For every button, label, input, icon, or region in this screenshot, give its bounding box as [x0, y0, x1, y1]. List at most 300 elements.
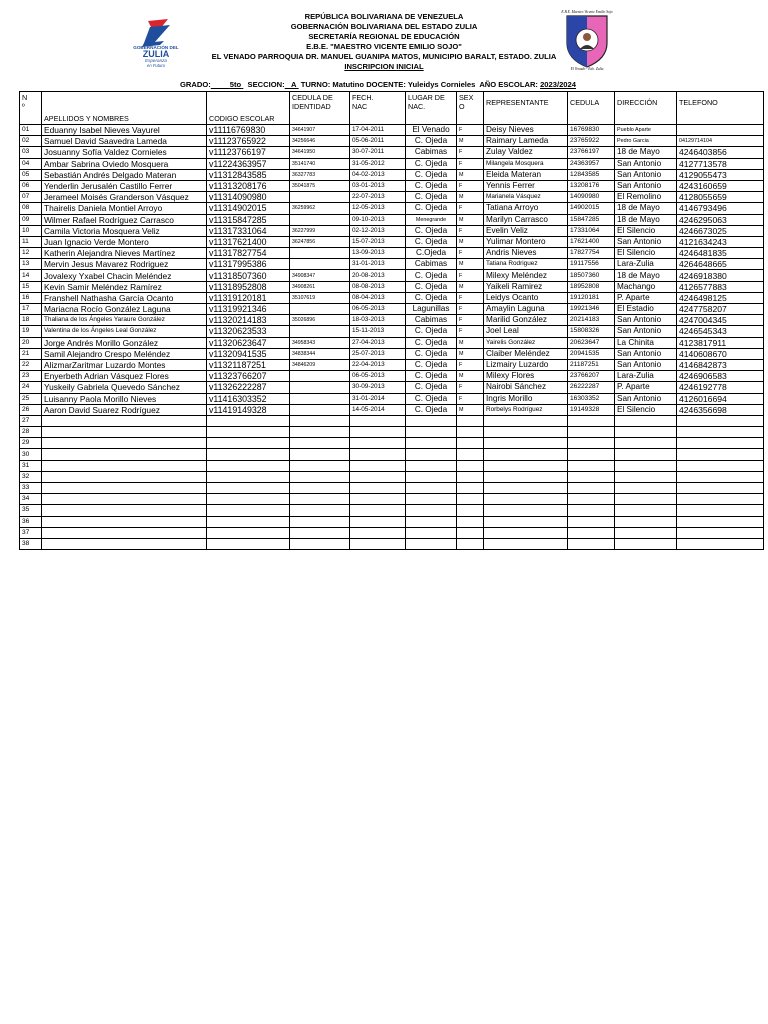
birth-date-cell: 08-08-2013	[350, 281, 406, 292]
representative-cedula-cell	[568, 516, 615, 527]
student-name-cell: Mervin Jesus Mavarez Rodriguez	[42, 259, 207, 270]
student-cedula-cell: 34846209	[290, 359, 350, 370]
student-name-cell: Jorge Andrés Morillo González	[42, 337, 207, 348]
school-code-cell: v11317827754	[207, 248, 290, 259]
birth-place-cell: Lagunillas	[406, 304, 457, 315]
phone-cell: 4264648665	[677, 259, 764, 270]
address-cell: El Silencio	[615, 248, 677, 259]
school-code-cell	[207, 427, 290, 438]
school-code-cell: v11318952808	[207, 281, 290, 292]
representative-name-cell: Yairelis González	[484, 337, 568, 348]
birth-date-cell: 27-04-2013	[350, 337, 406, 348]
phone-cell	[677, 538, 764, 549]
representative-name-cell: Evelin Veliz	[484, 225, 568, 236]
representative-name-cell: Marilyn Carrasco	[484, 214, 568, 225]
anio-value: 2023/2024	[540, 80, 576, 89]
student-cedula-cell: 35026896	[290, 315, 350, 326]
representative-name-cell: Eleida Materan	[484, 169, 568, 180]
birth-place-cell: Cabimas	[406, 147, 457, 158]
birth-place-cell	[406, 460, 457, 471]
turno-label: TURNO:	[300, 80, 331, 89]
row-number-cell: 31	[20, 460, 42, 471]
school-code-cell: v11317995386	[207, 259, 290, 270]
student-name-cell: Thaliana de los Ángeles Yaraure González	[42, 315, 207, 326]
birth-place-cell: C. Ojeda	[406, 382, 457, 393]
row-number-cell: 02	[20, 136, 42, 147]
row-number-cell: 20	[20, 337, 42, 348]
birth-place-cell	[406, 471, 457, 482]
school-code-cell	[207, 449, 290, 460]
row-number-cell: 29	[20, 438, 42, 449]
representative-cedula-cell: 21187251	[568, 359, 615, 370]
birth-place-cell: C. Ojeda	[406, 404, 457, 415]
phone-cell: 4246295063	[677, 214, 764, 225]
student-cedula-cell: 34641950	[290, 147, 350, 158]
representative-cedula-cell: 18507360	[568, 270, 615, 281]
representative-name-cell	[484, 516, 568, 527]
student-cedula-cell: 34838344	[290, 348, 350, 359]
address-cell: San Antonio	[615, 180, 677, 191]
phone-cell: 4246481835	[677, 248, 764, 259]
phone-cell: 4146793496	[677, 203, 764, 214]
school-code-cell: v11315847285	[207, 214, 290, 225]
row-number-cell: 30	[20, 449, 42, 460]
phone-cell: 4126577883	[677, 281, 764, 292]
representative-cedula-cell: 14090980	[568, 192, 615, 203]
student-cedula-cell: 35141740	[290, 158, 350, 169]
sex-cell: M	[457, 281, 484, 292]
representative-name-cell: Milexy Flores	[484, 371, 568, 382]
turno-value: Matutino	[332, 80, 365, 89]
table-row	[20, 192, 764, 203]
phone-cell	[677, 471, 764, 482]
address-cell: San Antonio	[615, 158, 677, 169]
birth-date-cell	[350, 527, 406, 538]
birth-date-cell: 31-01-2013	[350, 259, 406, 270]
student-name-cell: Juan Ignacio Verde Montero	[42, 236, 207, 247]
birth-date-cell: 20-08-2013	[350, 270, 406, 281]
table-row	[20, 158, 764, 169]
school-code-cell	[207, 460, 290, 471]
student-cedula-cell: 36327783	[290, 169, 350, 180]
representative-cedula-cell	[568, 438, 615, 449]
school-code-cell: v11123765922	[207, 136, 290, 147]
enrollment-table	[19, 91, 764, 550]
sex-cell: M	[457, 236, 484, 247]
student-cedula-cell: 34908347	[290, 270, 350, 281]
phone-cell: 4247758207	[677, 304, 764, 315]
address-cell: San Antonio	[615, 236, 677, 247]
logo-left-line2: ZULIA	[142, 49, 170, 59]
row-number-cell: 17	[20, 304, 42, 315]
representative-name-cell: Claiber Meléndez	[484, 348, 568, 359]
row-number-cell: 28	[20, 427, 42, 438]
representative-cedula-cell	[568, 427, 615, 438]
table-row	[20, 404, 764, 415]
student-name-cell	[42, 427, 207, 438]
birth-place-cell	[406, 415, 457, 426]
student-name-cell: Eduanny Isabel Nieves Vayurel	[42, 125, 207, 136]
phone-cell: 4246192778	[677, 382, 764, 393]
address-cell: El Silencio	[615, 225, 677, 236]
sex-cell: F	[457, 203, 484, 214]
representative-name-cell	[484, 538, 568, 549]
birth-place-cell: Menegrande	[406, 214, 457, 225]
representative-cedula-cell	[568, 471, 615, 482]
col-header-birthplace: LUGAR DE NAC.	[406, 92, 457, 125]
representative-cedula-cell: 16769830	[568, 125, 615, 136]
row-number-cell: 26	[20, 404, 42, 415]
birth-date-cell	[350, 415, 406, 426]
birth-place-cell: C. Ojeda	[406, 371, 457, 382]
representative-name-cell: Yaikeli Ramirez	[484, 281, 568, 292]
birth-date-cell: 17-04-2011	[350, 125, 406, 136]
birth-place-cell: C. Ojeda	[406, 236, 457, 247]
student-cedula-cell	[290, 527, 350, 538]
table-row	[20, 438, 764, 449]
birth-place-cell: C. Ojeda	[406, 192, 457, 203]
address-cell: Pedro Garcia	[615, 136, 677, 147]
birth-place-cell	[406, 483, 457, 494]
birth-place-cell	[406, 427, 457, 438]
table-row	[20, 136, 764, 147]
representative-cedula-cell: 15808326	[568, 326, 615, 337]
address-cell: El Silencio	[615, 404, 677, 415]
phone-cell: 4127713578	[677, 158, 764, 169]
sex-cell	[457, 427, 484, 438]
row-number-cell: 36	[20, 516, 42, 527]
phone-cell: 4126016694	[677, 393, 764, 404]
grado-value: 5to	[229, 80, 242, 89]
address-cell: P. Aparte	[615, 382, 677, 393]
school-code-cell	[207, 538, 290, 549]
birth-place-cell: C. Ojeda	[406, 180, 457, 191]
representative-cedula-cell: 12843585	[568, 169, 615, 180]
school-code-cell: v11314090980	[207, 192, 290, 203]
phone-cell	[677, 438, 764, 449]
student-cedula-cell	[290, 382, 350, 393]
birth-date-cell: 15-07-2013	[350, 236, 406, 247]
student-name-cell	[42, 449, 207, 460]
representative-cedula-cell: 14902015	[568, 203, 615, 214]
sex-cell	[457, 415, 484, 426]
sex-cell	[457, 471, 484, 482]
sex-cell: F	[457, 292, 484, 303]
sex-cell	[457, 449, 484, 460]
school-code-cell: v11320623647	[207, 337, 290, 348]
header-secretaria: SECRETARÍA REGIONAL DE EDUCACIÓN	[308, 32, 460, 41]
representative-cedula-cell: 24363957	[568, 158, 615, 169]
sex-cell	[457, 527, 484, 538]
row-number-cell: 22	[20, 359, 42, 370]
col-header-address: DIRECCIÓN	[615, 92, 677, 125]
header-inscripcion: INSCRIPCION INICIAL	[344, 62, 424, 71]
phone-cell: 4246545343	[677, 326, 764, 337]
representative-name-cell: Tatiana Rodriguez	[484, 259, 568, 270]
table-header-row	[20, 92, 764, 125]
row-number-cell: 33	[20, 483, 42, 494]
school-code-cell: v11320941535	[207, 348, 290, 359]
representative-name-cell: Deisy Nieves	[484, 125, 568, 136]
student-cedula-cell	[290, 471, 350, 482]
student-name-cell: Thairelis Daniela Montiel Arroyo	[42, 203, 207, 214]
row-number-cell: 14	[20, 270, 42, 281]
address-cell	[615, 505, 677, 516]
row-number-cell: 07	[20, 192, 42, 203]
birth-date-cell	[350, 438, 406, 449]
row-number-cell: 12	[20, 248, 42, 259]
row-number-cell: 34	[20, 494, 42, 505]
phone-cell: 4123817911	[677, 337, 764, 348]
birth-place-cell: C. Ojeda	[406, 270, 457, 281]
representative-name-cell	[484, 494, 568, 505]
representative-name-cell: Milangela Mosquera	[484, 158, 568, 169]
birth-place-cell: C. Ojeda	[406, 326, 457, 337]
row-number-cell: 11	[20, 236, 42, 247]
table-row	[20, 281, 764, 292]
representative-cedula-cell: 23766197	[568, 147, 615, 158]
representative-name-cell: Andris Nieves	[484, 248, 568, 259]
table-row	[20, 147, 764, 158]
address-cell	[615, 538, 677, 549]
representative-cedula-cell: 20623647	[568, 337, 615, 348]
anio-label: AÑO ESCOLAR:	[479, 80, 538, 89]
student-name-cell	[42, 471, 207, 482]
school-code-cell: v11320214183	[207, 315, 290, 326]
address-cell: 18 de Mayo	[615, 214, 677, 225]
sex-cell: M	[457, 337, 484, 348]
birth-date-cell: 25-07-2013	[350, 348, 406, 359]
birth-place-cell: C. Ojeda	[406, 225, 457, 236]
birth-place-cell: C. Ojeda	[406, 348, 457, 359]
col-header-rep-cedula: CEDULA	[568, 92, 615, 125]
sex-cell: F	[457, 158, 484, 169]
table-row	[20, 483, 764, 494]
birth-date-cell: 08-04-2013	[350, 292, 406, 303]
table-row	[20, 494, 764, 505]
representative-name-cell: Joel Leal	[484, 326, 568, 337]
student-cedula-cell	[290, 438, 350, 449]
phone-cell: 4121634243	[677, 236, 764, 247]
school-code-cell: v11319921346	[207, 304, 290, 315]
student-cedula-cell	[290, 483, 350, 494]
birth-place-cell	[406, 449, 457, 460]
sex-cell: F	[457, 304, 484, 315]
sex-cell: M	[457, 348, 484, 359]
school-code-cell: v11419149328	[207, 404, 290, 415]
birth-place-cell	[406, 516, 457, 527]
birth-place-cell	[406, 538, 457, 549]
representative-cedula-cell: 19149328	[568, 404, 615, 415]
birth-date-cell	[350, 538, 406, 549]
school-code-cell: v11224363957	[207, 158, 290, 169]
row-number-cell: 19	[20, 326, 42, 337]
representative-cedula-cell	[568, 538, 615, 549]
phone-cell	[677, 483, 764, 494]
student-cedula-cell	[290, 259, 350, 270]
birth-date-cell: 09-10-2013	[350, 214, 406, 225]
table-row	[20, 382, 764, 393]
grado-label: GRADO:	[180, 80, 211, 89]
address-cell: San Antonio	[615, 359, 677, 370]
table-row	[20, 371, 764, 382]
representative-name-cell: Zulay Valdez	[484, 147, 568, 158]
address-cell	[615, 415, 677, 426]
representative-cedula-cell	[568, 527, 615, 538]
sex-cell: F	[457, 125, 484, 136]
phone-cell: 4246498125	[677, 292, 764, 303]
student-name-cell: Jerameel Moisés Granderson Vásquez	[42, 192, 207, 203]
row-number-cell: 04	[20, 158, 42, 169]
birth-date-cell	[350, 427, 406, 438]
birth-place-cell: C. Ojeda	[406, 337, 457, 348]
birth-date-cell: 02-12-2013	[350, 225, 406, 236]
student-name-cell: Aaron David Suarez Rodríguez	[42, 404, 207, 415]
representative-name-cell	[484, 483, 568, 494]
representative-name-cell: Yulimar Montero	[484, 236, 568, 247]
student-cedula-cell	[290, 214, 350, 225]
representative-name-cell: Marilid González	[484, 315, 568, 326]
representative-name-cell: Leidys Ocanto	[484, 292, 568, 303]
address-cell	[615, 438, 677, 449]
student-cedula-cell	[290, 516, 350, 527]
birth-date-cell: 22-07-2013	[350, 192, 406, 203]
birth-date-cell: 03-01-2013	[350, 180, 406, 191]
representative-name-cell: Milexy Meléndez	[484, 270, 568, 281]
logo-right-top: E.B.E. Maestro Vicente Emilio Sojo	[561, 10, 613, 14]
school-code-cell	[207, 505, 290, 516]
row-number-cell: 01	[20, 125, 42, 136]
address-cell	[615, 449, 677, 460]
representative-cedula-cell: 26222287	[568, 382, 615, 393]
address-cell	[615, 460, 677, 471]
address-cell: San Antonio	[615, 393, 677, 404]
student-cedula-cell: 35107619	[290, 292, 350, 303]
representative-name-cell	[484, 505, 568, 516]
representative-name-cell	[484, 527, 568, 538]
sex-cell: F	[457, 393, 484, 404]
student-cedula-cell: 36227999	[290, 225, 350, 236]
birth-place-cell: El Venado	[406, 125, 457, 136]
phone-cell: 4246906583	[677, 371, 764, 382]
address-cell: San Antonio	[615, 169, 677, 180]
sex-cell	[457, 516, 484, 527]
table-row	[20, 248, 764, 259]
table-row	[20, 315, 764, 326]
phone-cell	[677, 516, 764, 527]
student-name-cell: Luisanny Paola Morillo Nieves	[42, 393, 207, 404]
student-cedula-cell: 35041875	[290, 180, 350, 191]
sex-cell: F	[457, 326, 484, 337]
address-cell: El Remolino	[615, 192, 677, 203]
table-row	[20, 516, 764, 527]
birth-place-cell: Cabimas	[406, 315, 457, 326]
row-number-cell: 09	[20, 214, 42, 225]
school-shield-logo	[557, 7, 617, 71]
header-address: EL VENADO PARROQUIA DR. MANUEL GUANIPA MATOS, MUNICIPIO BARALT, ESTADO. ZULIA	[211, 52, 557, 61]
representative-name-cell: Lizmairy Luzardo	[484, 359, 568, 370]
phone-cell	[677, 494, 764, 505]
representative-name-cell: Nairobi Sánchez	[484, 382, 568, 393]
row-number-cell: 13	[20, 259, 42, 270]
address-cell	[615, 483, 677, 494]
representative-name-cell: Tatiana Arroyo	[484, 203, 568, 214]
row-number-cell: 15	[20, 281, 42, 292]
table-row	[20, 337, 764, 348]
birth-date-cell	[350, 483, 406, 494]
docente-label: DOCENTE:	[366, 80, 406, 89]
student-cedula-cell: 34958343	[290, 337, 350, 348]
representative-cedula-cell	[568, 449, 615, 460]
student-cedula-cell: 36259962	[290, 203, 350, 214]
student-name-cell	[42, 494, 207, 505]
birth-date-cell	[350, 460, 406, 471]
school-code-cell: v11326222287	[207, 382, 290, 393]
phone-cell	[677, 125, 764, 136]
table-row	[20, 415, 764, 426]
school-code-cell: v11320623533	[207, 326, 290, 337]
address-cell	[615, 516, 677, 527]
sex-cell: F	[457, 180, 484, 191]
address-cell	[615, 427, 677, 438]
school-code-cell	[207, 494, 290, 505]
birth-date-cell	[350, 471, 406, 482]
representative-cedula-cell: 17827754	[568, 248, 615, 259]
representative-cedula-cell: 20214183	[568, 315, 615, 326]
phone-cell: 4246918380	[677, 270, 764, 281]
col-header-number: N º	[20, 92, 42, 125]
representative-cedula-cell: 18952808	[568, 281, 615, 292]
birth-place-cell	[406, 527, 457, 538]
table-row	[20, 259, 764, 270]
birth-place-cell	[406, 505, 457, 516]
zulia-government-logo	[130, 17, 182, 69]
row-number-cell: 25	[20, 393, 42, 404]
student-cedula-cell	[290, 248, 350, 259]
row-number-cell: 27	[20, 415, 42, 426]
sex-cell: M	[457, 259, 484, 270]
student-name-cell: Kevin Samir Meléndez Ramírez	[42, 281, 207, 292]
student-cedula-cell	[290, 415, 350, 426]
representative-name-cell	[484, 415, 568, 426]
address-cell: El Estadio	[615, 304, 677, 315]
table-row	[20, 359, 764, 370]
birth-date-cell: 30-07-2011	[350, 147, 406, 158]
col-header-code: CODIGO ESCOLAR	[207, 92, 290, 125]
school-code-cell	[207, 527, 290, 538]
address-cell: 18 de Mayo	[615, 270, 677, 281]
student-cedula-cell	[290, 427, 350, 438]
sex-cell: M	[457, 192, 484, 203]
student-name-cell	[42, 415, 207, 426]
school-code-cell: v11321187251	[207, 359, 290, 370]
address-cell	[615, 527, 677, 538]
col-header-phone: TELEFONO	[677, 92, 764, 125]
header-school: E.B.E. "MAESTRO VICENTE EMILIO SOJO"	[306, 42, 462, 51]
student-cedula-cell	[290, 192, 350, 203]
birth-place-cell: C. Ojeda	[406, 169, 457, 180]
birth-date-cell	[350, 449, 406, 460]
representative-cedula-cell: 19921346	[568, 304, 615, 315]
row-number-cell: 18	[20, 315, 42, 326]
student-cedula-cell: 36247856	[290, 236, 350, 247]
row-number-cell: 35	[20, 505, 42, 516]
sex-cell: M	[457, 169, 484, 180]
docente-value: Yuleidys Cornieles	[407, 80, 476, 89]
col-header-sex: SEX O	[457, 92, 484, 125]
birth-date-cell: 13-09-2013	[350, 248, 406, 259]
col-header-cedula: CEDULA DE IDENTIDAD	[290, 92, 350, 125]
